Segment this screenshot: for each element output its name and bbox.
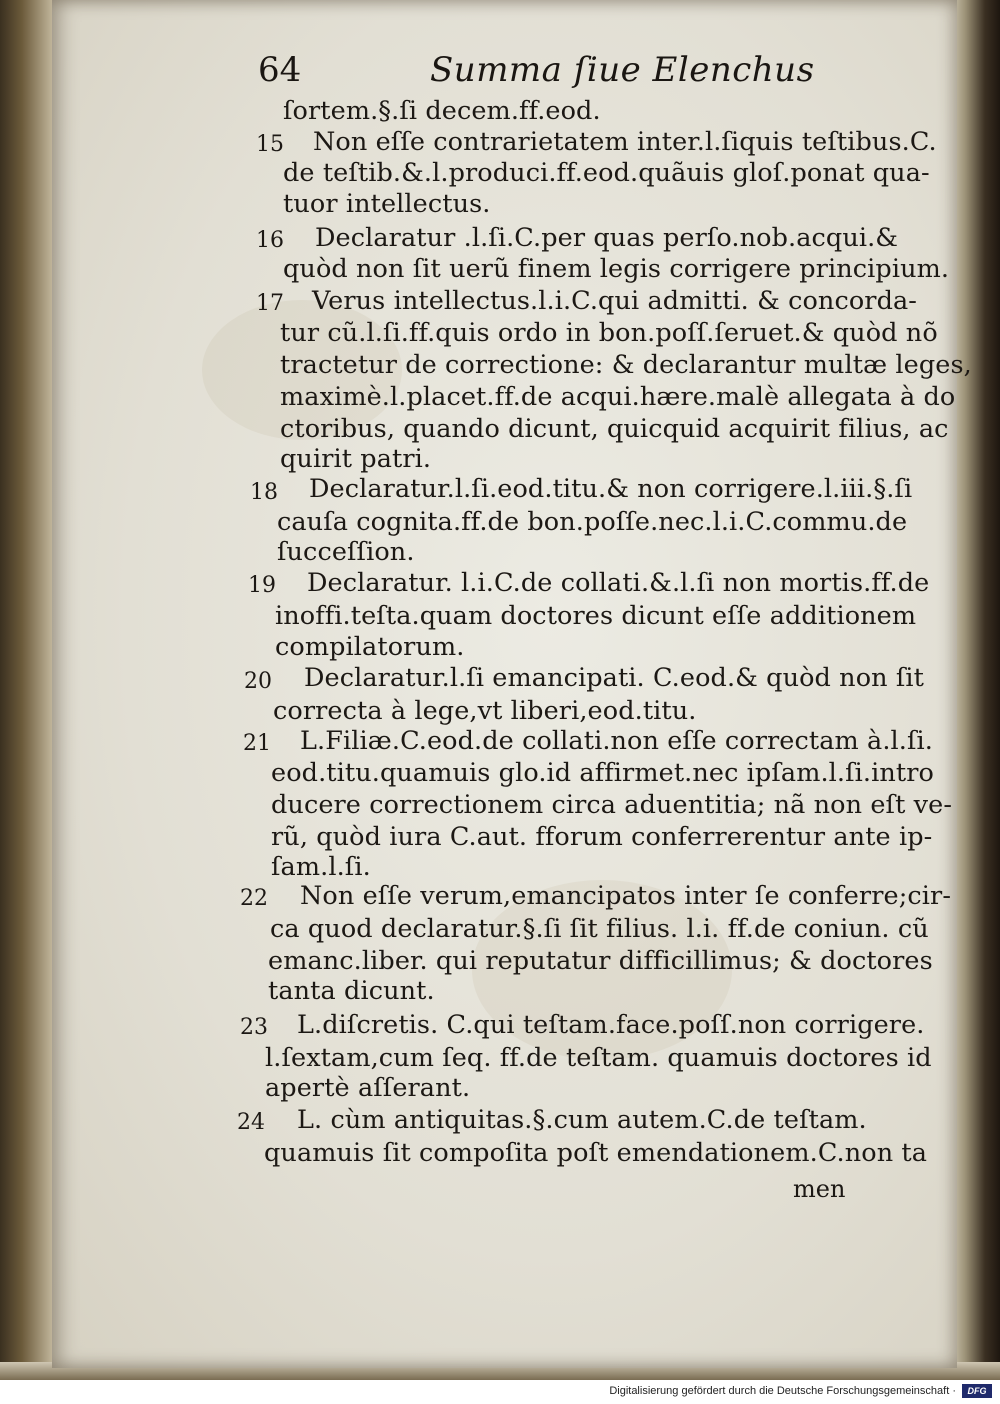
entry-line: apertè aſſerant. xyxy=(265,1073,471,1103)
entry-line: ctoribus, quando dicunt, quicquid acquirit filius, ac xyxy=(280,414,949,444)
entry-line: L.diſcretis. C.qui teſtam.face.poſſ.non corrigere. xyxy=(297,1010,925,1040)
entry-line: Declaratur .l.ſi.C.per quas perſo.nob.acqui.& xyxy=(315,223,899,253)
entry-number: 23 xyxy=(240,1015,268,1040)
entry-number: 17 xyxy=(256,291,284,316)
entry-line: emanc.liber. qui reputatur difficillimus; & doctores xyxy=(268,946,933,976)
entry-line: Non eſſe contrarietatem inter.l.ſiquis teſtibus.C. xyxy=(313,127,937,157)
entry-line: L. cùm antiquitas.§.cum autem.C.de teſtam. xyxy=(297,1105,867,1135)
entry-line: ſucceſſion. xyxy=(277,537,415,567)
footer-credit: Digitalisierung gefördert durch die Deutsche Forschungsgemeinschaft · xyxy=(609,1385,956,1397)
entry-line: inoffi.teſta.quam doctores dicunt eſſe additionem xyxy=(275,601,917,631)
entry-line: quòd non ſit uerũ finem legis corrigere principium. xyxy=(283,254,950,284)
entry-number: 18 xyxy=(250,480,278,505)
entry-number: 22 xyxy=(240,886,268,911)
entry-line: Declaratur.l.ſi.eod.titu.& non corrigere.l.iii.§.ſi xyxy=(309,474,913,504)
entry-line: cauſa cognita.ff.de bon.poſſe.nec.l.i.C.commu.de xyxy=(277,507,908,537)
entry-line: maximè.l.placet.ff.de acqui.hære.malè allegata à do xyxy=(280,382,956,412)
entry-number: 21 xyxy=(243,731,271,756)
dfg-logo: DFG xyxy=(962,1384,992,1398)
entry-number: 16 xyxy=(256,228,284,253)
entry-line: tractetur de correctione: & declarantur multæ leges, xyxy=(280,350,972,380)
entry-line: l.ſextam,cum ſeq. ff.de teſtam. quamuis doctores id xyxy=(265,1043,932,1073)
entry-line: tuor intellectus. xyxy=(283,189,491,219)
entry-number: 19 xyxy=(248,573,276,598)
entry-line: Non eſſe verum,emancipatos inter ſe conferre;cir- xyxy=(300,881,952,911)
entry-line: ſam.l.ſi. xyxy=(271,852,371,882)
entry-line: eod.titu.quamuis glo.id affirmet.nec ipſam.l.ſi.intro xyxy=(271,758,935,788)
entry-line: tur cũ.l.ſi.ff.quis ordo in bon.poſſ.ſeruet.& quòd nõ xyxy=(280,318,938,348)
entry-number: 20 xyxy=(244,669,272,694)
entry-line: Declaratur.l.ſi emancipati. C.eod.& quòd non ſit xyxy=(304,663,925,693)
scan-edge-right xyxy=(950,0,1000,1404)
entry-line: quamuis ſit compoſita poſt emendationem.C.non ta xyxy=(264,1138,928,1168)
entry-line: Verus intellectus.l.i.C.qui admitti. & concorda- xyxy=(312,286,918,316)
page-number: 64 xyxy=(258,50,302,90)
entry-line: compilatorum. xyxy=(275,632,465,662)
entry-line: correcta à lege,vt liberi,eod.titu. xyxy=(273,696,697,726)
entry-line: de teſtib.&.l.produci.ff.eod.quãuis gloſ.ponat qua- xyxy=(283,158,930,188)
entry-line: ca quod declaratur.§.ſi ſit filius. l.i. ff.de coniun. cũ xyxy=(270,914,929,944)
entry-line: quirit patri. xyxy=(280,444,432,474)
entry-line: L.Filiæ.C.eod.de collati.non eſſe correctam à.l.ſi. xyxy=(300,726,933,756)
running-title: Summa ſiue Elenchus xyxy=(430,50,815,90)
entry-line: ſortem.§.ſi decem.ff.eod. xyxy=(283,96,601,126)
entry-line: ducere correctionem circa aduentitia; nã non eſt ve- xyxy=(271,790,953,820)
entry-line: rũ, quòd iura C.aut. fforum conferrerentur ante ip- xyxy=(271,822,933,852)
catchword: men xyxy=(793,1175,846,1203)
entry-line: Declaratur. l.i.C.de collati.&.l.ſi non mortis.ff.de xyxy=(307,568,930,598)
entry-number: 24 xyxy=(237,1110,265,1135)
entry-line: tanta dicunt. xyxy=(268,976,435,1006)
entry-number: 15 xyxy=(256,132,284,157)
